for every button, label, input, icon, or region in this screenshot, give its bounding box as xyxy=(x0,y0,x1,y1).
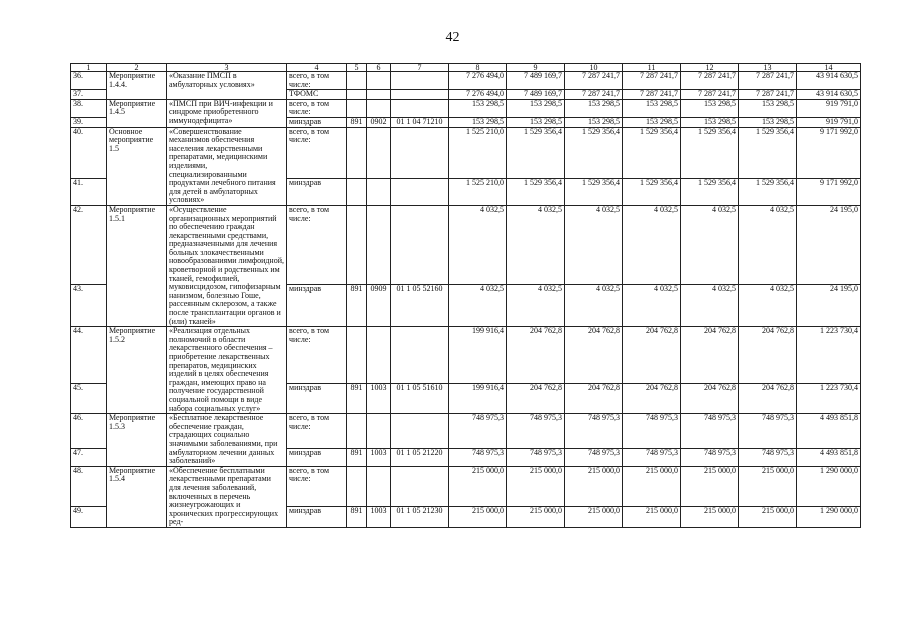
year-value: 748 975,3 xyxy=(739,414,797,448)
column-header: 5 xyxy=(347,64,367,72)
year-value: 204 762,8 xyxy=(507,384,565,414)
column-header: 10 xyxy=(565,64,623,72)
year-value: 204 762,8 xyxy=(681,384,739,414)
year-value: 215 000,0 xyxy=(739,466,797,506)
year-value: 1 529 356,4 xyxy=(681,178,739,205)
year-value: 204 762,8 xyxy=(565,384,623,414)
ministry-code xyxy=(347,127,367,178)
year-value: 153 298,5 xyxy=(739,117,797,127)
year-value: 153 298,5 xyxy=(565,99,623,117)
year-value: 1 529 356,4 xyxy=(565,127,623,178)
ministry-code: 891 xyxy=(347,285,367,327)
year-value: 215 000,0 xyxy=(681,466,739,506)
year-value: 153 298,5 xyxy=(507,117,565,127)
row-number: 44. xyxy=(71,327,107,384)
year-value: 7 287 241,7 xyxy=(739,90,797,100)
ministry-code xyxy=(347,90,367,100)
total-value: 43 914 630,5 xyxy=(797,72,861,90)
year-value: 7 287 241,7 xyxy=(565,72,623,90)
year-value: 215 000,0 xyxy=(565,506,623,527)
row-number: 47. xyxy=(71,448,107,466)
year-value: 1 529 356,4 xyxy=(623,127,681,178)
table-body xyxy=(71,72,861,528)
year-value: 4 032,5 xyxy=(507,285,565,327)
table-row xyxy=(71,127,861,178)
header-row xyxy=(71,64,861,72)
table-row xyxy=(71,414,861,448)
total-value: 1 223 730,4 xyxy=(797,384,861,414)
funding-source: всего, в том числе: xyxy=(287,72,347,90)
target-article-code xyxy=(391,205,449,284)
budget-table xyxy=(70,63,861,528)
event-name: Мероприятие 1.5.4 xyxy=(107,466,167,527)
section-code xyxy=(367,466,391,506)
event-name: Мероприятие 1.5.3 xyxy=(107,414,167,467)
section-code: 0909 xyxy=(367,285,391,327)
event-name: Основное мероприятие 1.5 xyxy=(107,127,167,205)
row-number: 36. xyxy=(71,72,107,90)
column-header: 4 xyxy=(287,64,347,72)
section-code xyxy=(367,178,391,205)
year-value: 215 000,0 xyxy=(739,506,797,527)
target-article-code: 01 1 05 52160 xyxy=(391,285,449,327)
year-value: 153 298,5 xyxy=(739,99,797,117)
total-value: 919 791,0 xyxy=(797,99,861,117)
total-value: 24 195,0 xyxy=(797,285,861,327)
year-value: 1 529 356,4 xyxy=(507,178,565,205)
funding-source: минздрав xyxy=(287,506,347,527)
year-value: 1 529 356,4 xyxy=(681,127,739,178)
year-value: 748 975,3 xyxy=(623,414,681,448)
funding-source: минздрав xyxy=(287,285,347,327)
year-value: 748 975,3 xyxy=(681,414,739,448)
year-value: 4 032,5 xyxy=(739,285,797,327)
year-value: 748 975,3 xyxy=(565,448,623,466)
target-article-code xyxy=(391,127,449,178)
page-number: 42 xyxy=(445,30,460,45)
year-value: 7 287 241,7 xyxy=(681,90,739,100)
year-value: 4 032,5 xyxy=(565,205,623,284)
year-value: 7 287 241,7 xyxy=(565,90,623,100)
column-header: 2 xyxy=(107,64,167,72)
column-header: 13 xyxy=(739,64,797,72)
year-value: 748 975,3 xyxy=(623,448,681,466)
column-header: 8 xyxy=(449,64,507,72)
section-code xyxy=(367,72,391,90)
column-header: 12 xyxy=(681,64,739,72)
event-description: «Осуществление организационных мероприятий по обеспечению граждан лекарственными средствами, предназначенными для лечения больных злокачественными новообразованиями лимфоидной, кроветворной и родственных им тканей, гемофилией, муковисцидозом, гипофизарным нанизмом, болезнью Гоше, рассеянным склерозом, а также после трансплантации органов и (или) тканей» xyxy=(167,205,287,326)
year-value: 153 298,5 xyxy=(449,99,507,117)
year-value: 7 489 169,7 xyxy=(507,72,565,90)
table-row xyxy=(71,466,861,506)
funding-source: минздрав xyxy=(287,178,347,205)
year-value: 215 000,0 xyxy=(449,466,507,506)
year-value: 204 762,8 xyxy=(623,327,681,384)
year-value: 199 916,4 xyxy=(449,327,507,384)
year-value: 1 529 356,4 xyxy=(739,178,797,205)
year-value: 7 276 494,0 xyxy=(449,90,507,100)
row-number: 48. xyxy=(71,466,107,506)
year-value: 748 975,3 xyxy=(681,448,739,466)
event-name: Мероприятие 1.5.1 xyxy=(107,205,167,326)
year-value: 4 032,5 xyxy=(449,285,507,327)
column-header: 11 xyxy=(623,64,681,72)
target-article-code xyxy=(391,466,449,506)
column-header: 6 xyxy=(367,64,391,72)
funding-source: всего, в том числе: xyxy=(287,466,347,506)
ministry-code: 891 xyxy=(347,448,367,466)
year-value: 1 525 210,0 xyxy=(449,178,507,205)
row-number: 46. xyxy=(71,414,107,448)
row-number: 42. xyxy=(71,205,107,284)
year-value: 215 000,0 xyxy=(681,506,739,527)
total-value: 1 223 730,4 xyxy=(797,327,861,384)
ministry-code xyxy=(347,72,367,90)
funding-source: всего, в том числе: xyxy=(287,414,347,448)
year-value: 153 298,5 xyxy=(565,117,623,127)
section-code xyxy=(367,90,391,100)
event-name: Мероприятие 1.4.4. xyxy=(107,72,167,100)
table-row xyxy=(71,205,861,284)
event-description: «Бесплатное лекарственное обеспечение граждан, страдающих социально значимыми заболеваниями, при амбулаторном лечении данных заболеваний» xyxy=(167,414,287,467)
section-code: 1003 xyxy=(367,384,391,414)
year-value: 215 000,0 xyxy=(565,466,623,506)
target-article-code: 01 1 05 51610 xyxy=(391,384,449,414)
year-value: 153 298,5 xyxy=(623,117,681,127)
funding-source: ТФОМС xyxy=(287,90,347,100)
year-value: 748 975,3 xyxy=(449,448,507,466)
funding-source: минздрав xyxy=(287,448,347,466)
year-value: 1 529 356,4 xyxy=(623,178,681,205)
section-code xyxy=(367,127,391,178)
target-article-code xyxy=(391,72,449,90)
year-value: 204 762,8 xyxy=(565,327,623,384)
ministry-code xyxy=(347,327,367,384)
year-value: 748 975,3 xyxy=(449,414,507,448)
year-value: 4 032,5 xyxy=(507,205,565,284)
year-value: 748 975,3 xyxy=(507,414,565,448)
year-value: 1 525 210,0 xyxy=(449,127,507,178)
year-value: 4 032,5 xyxy=(623,205,681,284)
year-value: 748 975,3 xyxy=(565,414,623,448)
row-number: 43. xyxy=(71,285,107,327)
section-code xyxy=(367,99,391,117)
funding-source: всего, в том числе: xyxy=(287,99,347,117)
event-description: «Реализация отдельных полномочий в области лекарственного обеспечения – приобретение лекарственных препаратов, медицинских изделий в целях обеспечения граждан, имеющих право на получение государственной социальной помощи в виде набора социальных услуг» xyxy=(167,327,287,414)
ministry-code xyxy=(347,178,367,205)
funding-source: минздрав xyxy=(287,117,347,127)
ministry-code xyxy=(347,99,367,117)
ministry-code xyxy=(347,205,367,284)
ministry-code: 891 xyxy=(347,117,367,127)
year-value: 4 032,5 xyxy=(681,205,739,284)
total-value: 1 290 000,0 xyxy=(797,466,861,506)
total-value: 4 493 851,8 xyxy=(797,448,861,466)
year-value: 215 000,0 xyxy=(507,506,565,527)
event-name: Мероприятие 1.4.5 xyxy=(107,99,167,127)
year-value: 1 529 356,4 xyxy=(565,178,623,205)
year-value: 153 298,5 xyxy=(681,117,739,127)
year-value: 153 298,5 xyxy=(449,117,507,127)
year-value: 7 287 241,7 xyxy=(623,72,681,90)
event-description: «Совершенствование механизмов обеспечения населения лекарственными препаратами, медицинскими изделиями, специализированными продуктами лечебного питания для детей в амбулаторных условиях» xyxy=(167,127,287,205)
table-header xyxy=(71,64,861,72)
year-value: 215 000,0 xyxy=(623,466,681,506)
year-value: 4 032,5 xyxy=(681,285,739,327)
target-article-code xyxy=(391,178,449,205)
year-value: 4 032,5 xyxy=(565,285,623,327)
year-value: 215 000,0 xyxy=(623,506,681,527)
table-row xyxy=(71,72,861,90)
funding-source: всего, в том числе: xyxy=(287,205,347,284)
table-row xyxy=(71,99,861,117)
year-value: 7 489 169,7 xyxy=(507,90,565,100)
target-article-code: 01 1 05 21220 xyxy=(391,448,449,466)
total-value: 24 195,0 xyxy=(797,205,861,284)
year-value: 7 276 494,0 xyxy=(449,72,507,90)
section-code xyxy=(367,414,391,448)
ministry-code xyxy=(347,466,367,506)
year-value: 748 975,3 xyxy=(739,448,797,466)
year-value: 204 762,8 xyxy=(739,384,797,414)
row-number: 37. xyxy=(71,90,107,100)
year-value: 204 762,8 xyxy=(739,327,797,384)
column-header: 14 xyxy=(797,64,861,72)
row-number: 40. xyxy=(71,127,107,178)
row-number: 45. xyxy=(71,384,107,414)
ministry-code: 891 xyxy=(347,506,367,527)
year-value: 153 298,5 xyxy=(507,99,565,117)
section-code: 1003 xyxy=(367,448,391,466)
year-value: 1 529 356,4 xyxy=(507,127,565,178)
total-value: 9 171 992,0 xyxy=(797,127,861,178)
event-name: Мероприятие 1.5.2 xyxy=(107,327,167,414)
event-description: «ПМСП при ВИЧ-инфекции и синдроме приобретенного иммунодефицита» xyxy=(167,99,287,127)
year-value: 199 916,4 xyxy=(449,384,507,414)
year-value: 4 032,5 xyxy=(449,205,507,284)
total-value: 919 791,0 xyxy=(797,117,861,127)
funding-source: минздрав xyxy=(287,384,347,414)
target-article-code xyxy=(391,414,449,448)
row-number: 39. xyxy=(71,117,107,127)
column-header: 3 xyxy=(167,64,287,72)
year-value: 1 529 356,4 xyxy=(739,127,797,178)
row-number: 41. xyxy=(71,178,107,205)
column-header: 7 xyxy=(391,64,449,72)
target-article-code: 01 1 04 71210 xyxy=(391,117,449,127)
year-value: 4 032,5 xyxy=(739,205,797,284)
section-code: 1003 xyxy=(367,506,391,527)
year-value: 204 762,8 xyxy=(507,327,565,384)
year-value: 204 762,8 xyxy=(681,327,739,384)
year-value: 215 000,0 xyxy=(507,466,565,506)
column-header: 1 xyxy=(71,64,107,72)
target-article-code: 01 1 05 21230 xyxy=(391,506,449,527)
total-value: 1 290 000,0 xyxy=(797,506,861,527)
row-number: 38. xyxy=(71,99,107,117)
year-value: 153 298,5 xyxy=(623,99,681,117)
total-value: 4 493 851,8 xyxy=(797,414,861,448)
year-value: 7 287 241,7 xyxy=(623,90,681,100)
row-number: 49. xyxy=(71,506,107,527)
total-value: 43 914 630,5 xyxy=(797,90,861,100)
funding-source: всего, в том числе: xyxy=(287,327,347,384)
target-article-code xyxy=(391,327,449,384)
ministry-code xyxy=(347,414,367,448)
ministry-code: 891 xyxy=(347,384,367,414)
table-row xyxy=(71,327,861,384)
target-article-code xyxy=(391,90,449,100)
section-code: 0902 xyxy=(367,117,391,127)
funding-source: всего, в том числе: xyxy=(287,127,347,178)
year-value: 748 975,3 xyxy=(507,448,565,466)
total-value: 9 171 992,0 xyxy=(797,178,861,205)
section-code xyxy=(367,327,391,384)
year-value: 153 298,5 xyxy=(681,99,739,117)
event-description: «Обеспечение бесплатными лекарственными препаратами для лечения заболеваний, включенных в перечень жизнеугрожающих и хронических прогрессирующих ред- xyxy=(167,466,287,527)
target-article-code xyxy=(391,99,449,117)
year-value: 204 762,8 xyxy=(623,384,681,414)
year-value: 215 000,0 xyxy=(449,506,507,527)
year-value: 7 287 241,7 xyxy=(681,72,739,90)
event-description: «Оказание ПМСП в амбулаторных условиях» xyxy=(167,72,287,100)
year-value: 4 032,5 xyxy=(623,285,681,327)
column-header: 9 xyxy=(507,64,565,72)
section-code xyxy=(367,205,391,284)
year-value: 7 287 241,7 xyxy=(739,72,797,90)
